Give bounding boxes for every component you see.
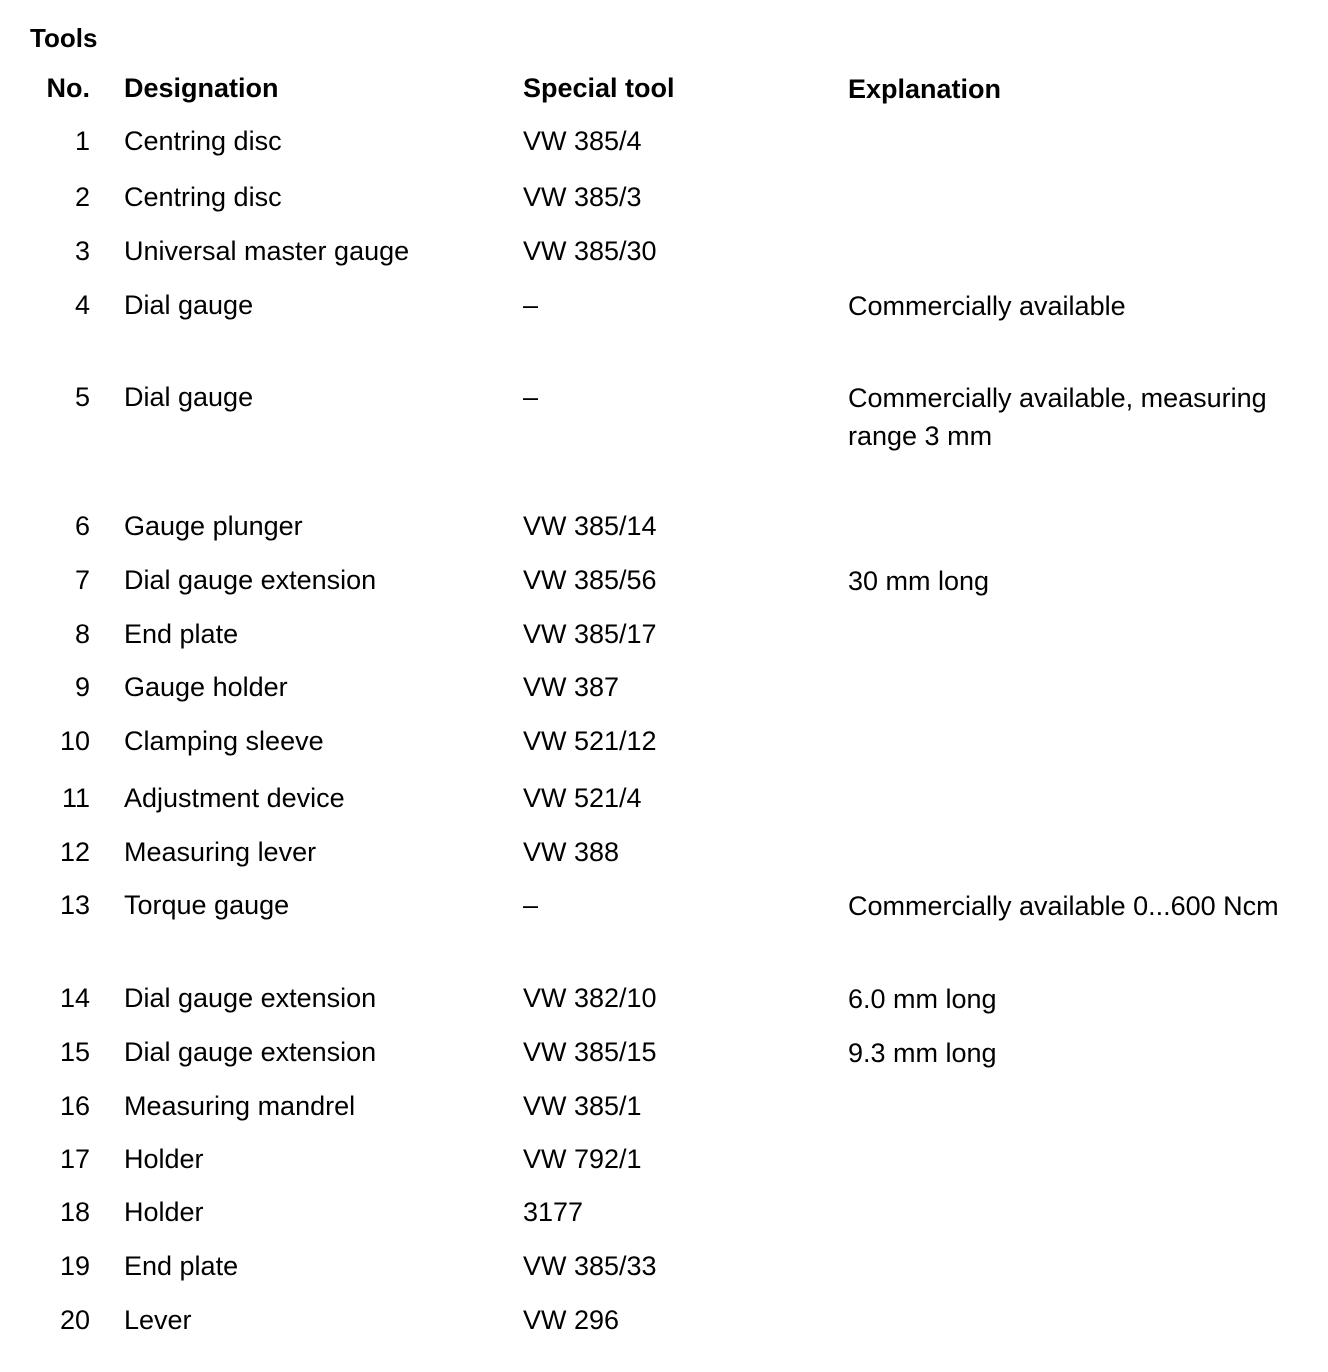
row-designation: Holder xyxy=(124,1197,204,1227)
row-number: 1 xyxy=(74,126,90,156)
row-designation: Dial gauge extension xyxy=(124,983,377,1013)
row-number: 5 xyxy=(74,382,90,412)
row-designation: Gauge holder xyxy=(124,672,288,702)
table-row xyxy=(0,1034,1328,1070)
row-designation: End plate xyxy=(124,1251,239,1281)
row-number: 8 xyxy=(74,619,90,649)
row-special-tool: VW 521/4 xyxy=(523,783,642,813)
row-special-tool: VW 385/33 xyxy=(523,1251,657,1281)
row-number: 16 xyxy=(59,1091,90,1121)
table-header xyxy=(0,70,1328,106)
row-designation: Measuring lever xyxy=(124,837,317,867)
column-header-no: No. xyxy=(46,73,90,103)
table-row xyxy=(0,1248,1328,1284)
row-designation: Dial gauge xyxy=(124,382,254,412)
table-row xyxy=(0,1088,1328,1124)
table-row xyxy=(0,123,1328,159)
table-row xyxy=(0,1302,1328,1338)
table-row xyxy=(0,1141,1328,1177)
row-special-tool: VW 385/15 xyxy=(523,1037,657,1067)
row-special-tool: VW 385/56 xyxy=(523,565,657,595)
table-row xyxy=(0,1194,1328,1230)
table-row xyxy=(0,379,1328,451)
table-row xyxy=(0,723,1328,759)
row-special-tool: VW 792/1 xyxy=(523,1144,642,1174)
row-number: 18 xyxy=(59,1197,90,1227)
row-number: 11 xyxy=(61,783,90,813)
table-row xyxy=(0,834,1328,870)
row-designation: Dial gauge xyxy=(124,290,254,320)
row-special-tool: VW 385/4 xyxy=(523,126,642,156)
row-explanation: Commercially available xyxy=(848,291,1126,321)
row-designation: Adjustment device xyxy=(124,783,345,813)
table-row xyxy=(0,508,1328,544)
row-special-tool: – xyxy=(523,382,539,412)
row-number: 6 xyxy=(74,511,90,541)
table-row xyxy=(0,233,1328,269)
row-designation: Dial gauge extension xyxy=(124,565,377,595)
row-number: 2 xyxy=(74,182,90,212)
column-header-special-tool: Special tool xyxy=(523,73,675,103)
row-designation: Lever xyxy=(124,1305,192,1335)
row-designation: End plate xyxy=(124,619,239,649)
row-number: 17 xyxy=(59,1144,90,1174)
row-number: 19 xyxy=(59,1251,90,1281)
row-number: 10 xyxy=(59,726,90,756)
row-designation: Holder xyxy=(124,1144,204,1174)
row-special-tool: VW 385/30 xyxy=(523,236,657,266)
row-number: 9 xyxy=(74,672,90,702)
row-explanation: Commercially available 0...600 Ncm xyxy=(848,891,1279,921)
table-row xyxy=(0,887,1328,923)
row-designation: Centring disc xyxy=(124,182,282,212)
row-special-tool: VW 388 xyxy=(523,837,620,867)
row-special-tool: VW 385/17 xyxy=(523,619,657,649)
table-row xyxy=(0,179,1328,215)
row-special-tool: VW 382/10 xyxy=(523,983,657,1013)
row-special-tool: 3177 xyxy=(523,1197,584,1227)
row-number: 3 xyxy=(74,236,90,266)
row-special-tool: VW 385/1 xyxy=(523,1091,642,1121)
row-special-tool: VW 385/3 xyxy=(523,182,642,212)
row-number: 14 xyxy=(59,983,90,1013)
row-number: 20 xyxy=(59,1305,90,1335)
table-row xyxy=(0,287,1328,323)
row-designation: Torque gauge xyxy=(124,890,290,920)
row-special-tool: – xyxy=(523,290,539,320)
row-special-tool: – xyxy=(523,890,539,920)
row-explanation: 30 mm long xyxy=(848,566,990,596)
row-special-tool: VW 387 xyxy=(523,672,620,702)
table-row xyxy=(0,780,1328,816)
row-designation: Dial gauge extension xyxy=(124,1037,377,1067)
row-special-tool: VW 296 xyxy=(523,1305,620,1335)
table-row xyxy=(0,616,1328,652)
column-header-designation: Designation xyxy=(124,73,279,103)
section-title: Tools xyxy=(30,23,98,53)
row-explanation: 9.3 mm long xyxy=(848,1038,997,1068)
row-number: 15 xyxy=(59,1037,90,1067)
row-designation: Gauge plunger xyxy=(124,511,303,541)
row-special-tool: VW 385/14 xyxy=(523,511,657,541)
column-header-explanation: Explanation xyxy=(848,74,1002,104)
table-row xyxy=(0,562,1328,598)
row-designation: Centring disc xyxy=(124,126,282,156)
row-designation: Measuring mandrel xyxy=(124,1091,356,1121)
row-explanation: Commercially available, measuring range 3 mm xyxy=(848,383,1267,451)
row-explanation: 6.0 mm long xyxy=(848,984,997,1014)
row-designation: Clamping sleeve xyxy=(124,726,324,756)
row-designation: Universal master gauge xyxy=(124,236,410,266)
row-number: 13 xyxy=(59,890,90,920)
row-number: 7 xyxy=(74,565,90,595)
row-number: 12 xyxy=(59,837,90,867)
row-number: 4 xyxy=(74,290,90,320)
row-special-tool: VW 521/12 xyxy=(523,726,657,756)
table-row xyxy=(0,669,1328,705)
table-row xyxy=(0,980,1328,1016)
